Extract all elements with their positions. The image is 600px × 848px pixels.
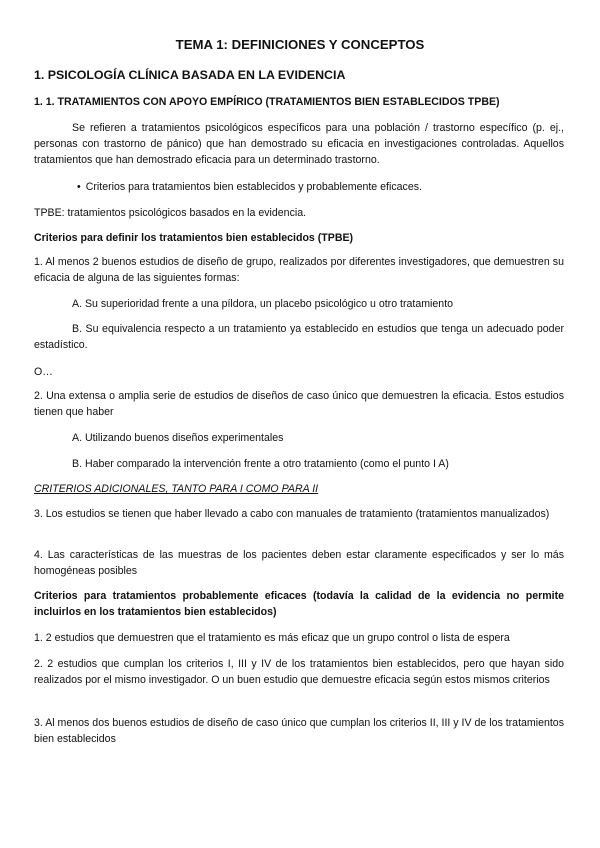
criterion-1b: B. Su equivalencia respecto a un tratamiento ya establecido en estudios que tenga un adecuado poder estadístico. xyxy=(34,323,564,351)
criterion-1a: A. Su superioridad frente a una píldora, un placebo psicológico u otro tratamiento xyxy=(72,298,454,310)
probable-criterion-3: 3. Al menos dos buenos estudios de diseño de caso único que cumplan los criterios II, III y IV de los tratamientos bien establecidos xyxy=(34,717,564,745)
bullet-text: • Criterios para tratamientos bien establecidos y probablemente eficaces. xyxy=(77,181,422,193)
section-heading-1: 1. PSICOLOGÍA CLÍNICA BASADA EN LA EVIDENCIA xyxy=(34,68,346,82)
criterion-2a: A. Utilizando buenos diseños experimentales xyxy=(72,432,284,444)
intro-paragraph: Se refieren a tratamientos psicológicos específicos para una población / trastorno específico (p. ej., personas con trastorno de pánico) que han demostrado su eficacia en investigaciones controladas. Aquellos tratamientos que han demostrado eficacia para un determinado trastorno. xyxy=(34,122,564,166)
probable-criteria-heading: Criterios para tratamientos probablemente eficaces (todavía la calidad de la evidencia no permite incluirlos en los tratamientos bien establecidos) xyxy=(34,590,564,618)
criterion-4: 4. Las características de las muestras de los pacientes deben estar claramente especificados y ser lo más homogéneas posibles xyxy=(34,549,564,577)
page-title: TEMA 1: DEFINICIONES Y CONCEPTOS xyxy=(175,37,425,52)
criterion-3: 3. Los estudios se tienen que haber llevado a cabo con manuales de tratamiento (tratamientos manualizados) xyxy=(34,508,550,520)
probable-criterion-2: 2. 2 estudios que cumplan los criterios I, III y IV de los tratamientos bien establecidos, pero que hayan sido realizados por el mismo investigador. O un buen estudio que demuestre eficacia según estos mismos criterios xyxy=(34,658,564,686)
or-separator: O… xyxy=(34,366,53,378)
subsection-heading: 1. 1. TRATAMIENTOS CON APOYO EMPÍRICO (TRATAMIENTOS BIEN ESTABLECIDOS TPBE) xyxy=(34,96,500,108)
probable-criterion-1: 1. 2 estudios que demuestren que el tratamiento es más eficaz que un grupo control o lista de espera xyxy=(34,632,510,644)
tpbe-definition: TPBE: tratamientos psicológicos basados en la evidencia. xyxy=(34,207,307,219)
criterion-2b: B. Haber comparado la intervención frente a otro tratamiento (como el punto I A) xyxy=(72,458,449,470)
criterion-2: 2. Una extensa o amplia serie de estudios de diseños de caso único que demuestren la eficacia. Estos estudios tienen que haber xyxy=(34,390,564,418)
criteria-heading: Criterios para definir los tratamientos bien establecidos (TPBE) xyxy=(34,232,354,244)
criterion-1: 1. Al menos 2 buenos estudios de diseño de grupo, realizados por diferentes investigadores, que demuestren su eficacia de alguna de las siguientes formas: xyxy=(34,256,564,284)
additional-criteria-heading: CRITERIOS ADICIONALES, TANTO PARA I COMO PARA II xyxy=(34,483,319,495)
bullet-criteria xyxy=(77,179,569,195)
